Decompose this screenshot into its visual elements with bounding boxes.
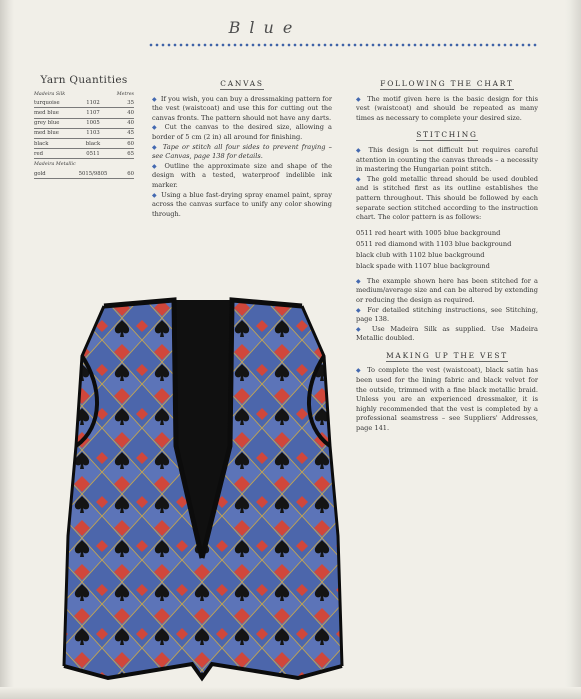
yarn-metres: 35 (112, 98, 134, 108)
stitching-text: The gold metallic thread should be used doubled and is stitched first as its outline establishes the pattern throughout. This should be followed by each separate section stitched according to the instruction chart. The color pattern is as follows: (356, 174, 538, 222)
page-edge-shadow-left (0, 0, 14, 699)
canvas-paragraph (152, 95, 332, 124)
yarn-color: black (34, 138, 74, 148)
yarn-color: grey blue (34, 118, 74, 128)
making-heading (356, 351, 538, 361)
stitching-heading-text: STITCHING (416, 130, 478, 140)
canvas-heading-text: CANVAS (220, 79, 264, 88)
yarn-metallic-header-row (34, 159, 134, 169)
diamond-bullet-icon: ◆ (356, 146, 363, 154)
canvas-paragraph (152, 143, 332, 162)
diamond-bullet-icon: ◆ (152, 143, 158, 151)
yarn-header-row (34, 90, 134, 98)
yarn-metres: 40 (112, 118, 134, 128)
yarn-table (34, 90, 134, 179)
yarn-color: turquoise (34, 98, 74, 108)
following-paragraph (356, 95, 538, 124)
page-edge-shadow-right (565, 0, 581, 699)
diamond-bullet-icon: ◆ (152, 95, 157, 103)
stitching-paragraph (356, 175, 538, 223)
yarn-row (34, 98, 134, 108)
yarn-code: black (74, 138, 111, 148)
making-paragraph (356, 366, 538, 433)
yarn-code: 5015/9805 (74, 169, 111, 179)
canvas-text: Tape or stitch all four sides to prevent fraying – see Canvas, page 138 for details. (152, 142, 332, 161)
yarn-header-code (74, 90, 111, 98)
making-heading-text: MAKING UP THE VEST (386, 350, 508, 360)
canvas-paragraph (152, 191, 332, 220)
yarn-row (34, 169, 134, 179)
following-heading-text: FOLLOWING THE CHART (380, 79, 514, 88)
yarn-row (34, 118, 134, 128)
color-pattern-item: black spade with 1107 blue background (356, 261, 490, 270)
diamond-bullet-icon: ◆ (152, 191, 157, 199)
diamond-bullet-icon: ◆ (356, 367, 362, 375)
yarn-metres: 60 (112, 169, 134, 179)
making-text: To complete the vest (waistcoat), black satin has been used for the lining fabric and black velvet for the outside, trimmed with a fine black metallic braid. Unless you are an experienced dressmaker, it is highly recommended that the vest is completed by a professional seamstress – see Suppliers' Addresses, page 141. (356, 366, 538, 433)
yarn-metres: 45 (112, 128, 134, 138)
yarn-row (34, 138, 134, 148)
stitching-text: For detailed stitching instructions, see Stitching, page 138. (356, 305, 538, 324)
yarn-row (34, 108, 134, 118)
yarn-code: 1102 (74, 98, 111, 108)
yarn-color: gold (34, 169, 74, 179)
yarn-color: red (34, 149, 74, 159)
canvas-text: Using a blue fast-drying spray enamel paint, spray across the canvas surface to unify any color showing through. (152, 190, 332, 218)
stitching-heading (356, 130, 538, 140)
page-edge-shadow-bottom (0, 687, 581, 699)
yarn-code: 1107 (74, 108, 111, 118)
canvas-text: Outline the approximate size and shape of the design with a tested, waterproof indelible ink marker. (152, 161, 332, 189)
canvas-heading (152, 79, 332, 89)
yarn-header-brand: Madeira Silk (34, 91, 66, 97)
yarn-metres: 60 (112, 138, 134, 148)
yarn-header-metres: Metres (116, 91, 134, 97)
yarn-quantities (34, 74, 134, 179)
stitching-text: This design is not difficult but requires careful attention in counting the canvas threads – a necessity in mastering the Hungarian point stitch. (356, 145, 538, 174)
following-text: The motif given here is the basic design for this vest (waistcoat) and should be repeated as many times as necessary to complete your desired size. (356, 94, 538, 122)
yarn-row (34, 149, 134, 159)
right-column (356, 79, 538, 434)
diamond-bullet-icon: ◆ (356, 175, 362, 183)
yarn-color: med blue (34, 108, 74, 118)
yarn-color: med blue (34, 128, 74, 138)
canvas-paragraph (152, 123, 332, 142)
vest-photo (62, 296, 344, 686)
stitching-text: Use Madeira Silk as supplied. Use Madeira Metallic doubled. (356, 324, 538, 343)
stitching-paragraph (356, 325, 538, 344)
diamond-bullet-icon: ◆ (356, 306, 362, 314)
color-pattern-item: black club with 1102 blue background (356, 250, 485, 259)
following-heading (356, 79, 538, 89)
canvas-paragraph (152, 162, 332, 191)
color-pattern-item: 0511 red heart with 1005 blue background (356, 228, 501, 237)
spacer (356, 344, 538, 351)
vest-illustration (62, 296, 344, 686)
stitching-paragraph (356, 146, 538, 175)
yarn-metres: 65 (112, 149, 134, 159)
canvas-text: If you wish, you can buy a dressmaking pattern for the vest (waistcoat) and use this for cutting out the canvas fronts. The pattern should not have any darts. (152, 94, 332, 122)
diamond-bullet-icon: ◆ (152, 124, 159, 132)
canvas-section (152, 79, 332, 219)
canvas-text: Cut the canvas to the desired size, allowing a border of 5 cm (2 in) all around for finishing. (152, 123, 332, 141)
diamond-bullet-icon: ◆ (356, 277, 362, 285)
spacer (356, 123, 538, 130)
yarn-metres: 40 (112, 108, 134, 118)
chapter-title: Blue (228, 18, 302, 37)
stitching-paragraph (356, 277, 538, 306)
stitching-text: The example shown here has been stitched for a medium/average size and can be altered by extending or reducing the design as required. (356, 276, 538, 304)
yarn-metallic-header: Madeira Metallic (34, 162, 76, 168)
diamond-bullet-icon: ◆ (356, 325, 365, 333)
color-pattern-list (356, 228, 538, 272)
yarn-row (34, 128, 134, 138)
diamond-bullet-icon: ◆ (152, 162, 159, 170)
diamond-bullet-icon: ◆ (356, 95, 362, 103)
yarn-code: 0511 (74, 149, 111, 159)
dotted-rule (148, 43, 538, 47)
yarn-code: 1005 (74, 118, 111, 128)
stitching-paragraph (356, 306, 538, 325)
yarn-title: Yarn Quantities (40, 74, 128, 86)
yarn-code: 1103 (74, 128, 111, 138)
color-pattern-item: 0511 red diamond with 1103 blue background (356, 239, 512, 248)
